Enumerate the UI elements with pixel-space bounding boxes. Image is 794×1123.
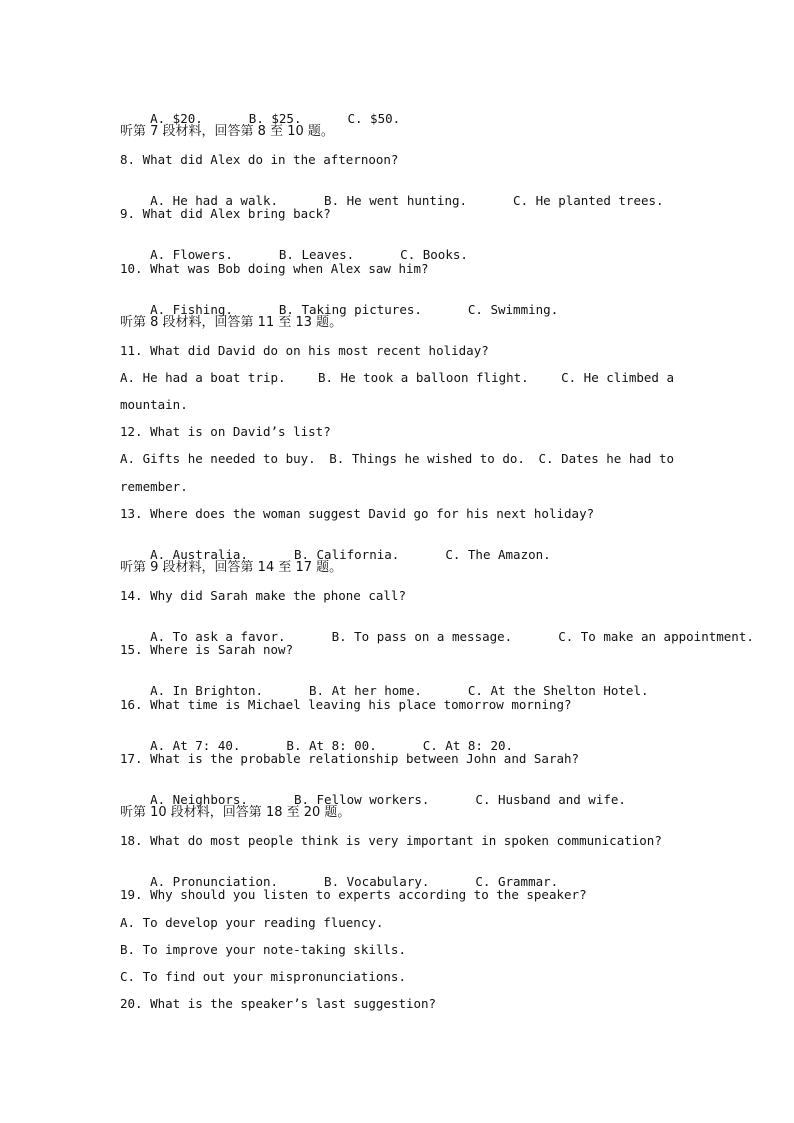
option-a: A. In Brighton. — [150, 683, 263, 698]
question-19: 19. Why should you listen to experts according to the speaker? — [120, 887, 587, 902]
option-b: B. Taking pictures. — [278, 302, 422, 317]
question-13: 13. Where does the woman suggest David go for his next holiday? — [120, 506, 595, 521]
option-b: B. At 8: 00. — [286, 738, 377, 753]
q19-option-a: A. To develop your reading fluency. — [120, 915, 384, 930]
option-c: C. To make an appointment. — [558, 629, 754, 644]
question-11: 11. What did David do on his most recent holiday? — [120, 343, 489, 358]
option-b: B. California. — [293, 547, 400, 562]
question-8: 8. What did Alex do in the afternoon? — [120, 152, 399, 167]
question-20: 20. What is the speaker’s last suggestion? — [120, 996, 437, 1011]
option-a: A. Australia. — [150, 547, 248, 562]
section-heading-7: 听第 7 段材料，回答第 8 至 10 题。 — [120, 124, 334, 139]
option-c: C. Dates he had to — [538, 451, 674, 466]
option-c: C. The Amazon. — [445, 547, 551, 562]
q11-option-c-continuation: mountain. — [120, 397, 188, 412]
question-9: 9. What did Alex bring back? — [120, 206, 331, 221]
question-16: 16. What time is Michael leaving his place tomorrow morning? — [120, 697, 572, 712]
option-c: C. $50. — [347, 111, 401, 126]
q19-option-b: B. To improve your note-taking skills. — [120, 942, 406, 957]
question-17: 17. What is the probable relationship between John and Sarah? — [120, 751, 580, 766]
option-c: C. At 8: 20. — [422, 738, 514, 753]
option-b: B. $25. — [248, 111, 302, 126]
option-a: A. Flowers. — [150, 247, 233, 262]
option-a: A. He had a walk. — [150, 193, 279, 208]
option-a: A. Fishing. — [150, 302, 233, 317]
option-a: A. Neighbors. — [150, 792, 248, 807]
option-c: C. Husband and wife. — [475, 792, 626, 807]
option-b: B. At her home. — [309, 683, 422, 698]
question-12: 12. What is on David’s list? — [120, 424, 331, 439]
option-a: A. At 7: 40. — [150, 738, 241, 753]
question-10: 10. What was Bob doing when Alex saw him? — [120, 261, 429, 276]
section-heading-10: 听第 10 段材料，回答第 18 至 20 题。 — [120, 805, 351, 820]
option-b: B. Leaves. — [278, 247, 355, 262]
option-b: B. Things he wished to do. — [329, 451, 525, 466]
option-c: C. Grammar. — [475, 874, 559, 889]
option-c: C. At the Shelton Hotel. — [467, 683, 649, 698]
question-15: 15. Where is Sarah now? — [120, 642, 294, 657]
option-a: A. Pronunciation. — [150, 874, 279, 889]
section-heading-9: 听第 9 段材料，回答第 14 至 17 题。 — [120, 560, 343, 575]
section-heading-8: 听第 8 段材料，回答第 11 至 13 题。 — [120, 315, 343, 330]
q11-options — [120, 371, 674, 385]
option-c: C. Swimming. — [467, 302, 559, 317]
option-a: A. To ask a favor. — [150, 629, 286, 644]
q12-options — [120, 452, 674, 466]
option-b: B. He went hunting. — [324, 193, 468, 208]
option-b: B. To pass on a message. — [331, 629, 513, 644]
option-c: C. He climbed a — [561, 370, 674, 385]
option-b: B. Vocabulary. — [324, 874, 430, 889]
option-a: A. He had a boat trip. — [120, 370, 286, 385]
option-c: C. Books. — [400, 247, 468, 262]
q19-option-c: C. To find out your mispronunciations. — [120, 969, 406, 984]
option-a: A. $20. — [150, 111, 203, 126]
option-c: C. He planted trees. — [513, 193, 664, 208]
q12-option-c-continuation: remember. — [120, 479, 188, 494]
option-a: A. Gifts he needed to buy. — [120, 451, 316, 466]
question-18: 18. What do most people think is very important in spoken communication? — [120, 833, 662, 848]
option-b: B. He took a balloon flight. — [317, 370, 529, 385]
option-b: B. Fellow workers. — [293, 792, 430, 807]
question-14: 14. Why did Sarah make the phone call? — [120, 588, 406, 603]
